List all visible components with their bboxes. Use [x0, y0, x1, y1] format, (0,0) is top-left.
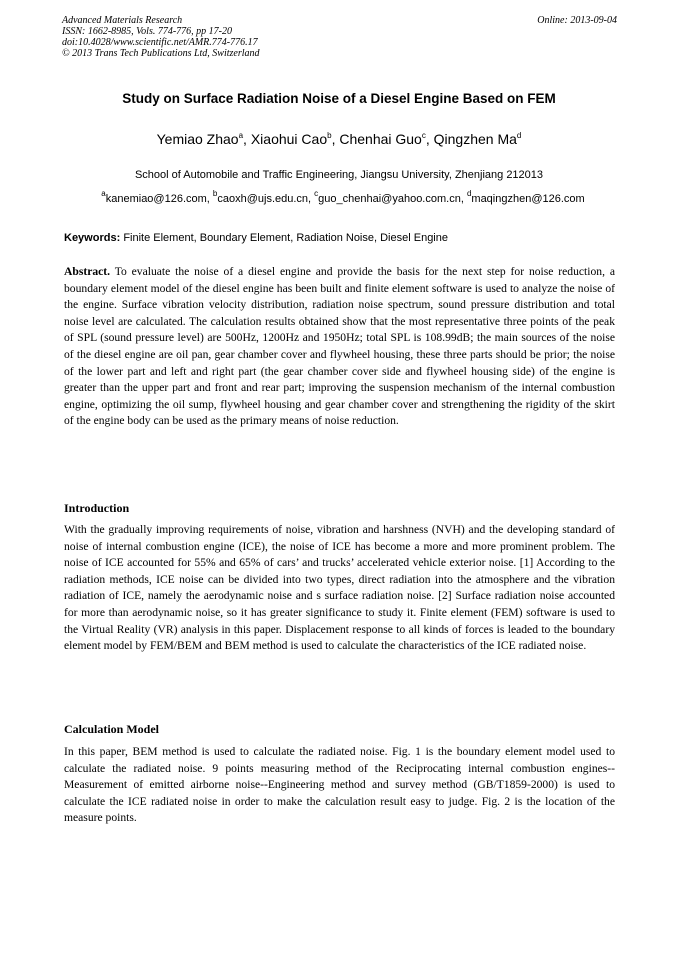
email-sup: c — [314, 189, 319, 198]
abstract-label: Abstract. — [64, 265, 111, 278]
author-sup: a — [238, 131, 244, 140]
email-list — [63, 189, 623, 205]
author-sup: d — [516, 131, 522, 140]
keywords-text: Finite Element, Boundary Element, Radiation Noise, Diesel Engine — [123, 232, 448, 244]
author-name: Qingzhen Ma — [433, 131, 517, 147]
email-address[interactable]: maqingzhen@126.com — [471, 193, 585, 205]
copyright-line: © 2013 Trans Tech Publications Ltd, Switzerland — [62, 48, 260, 59]
author-name: Xiaohui Cao — [250, 131, 328, 147]
email-address[interactable]: kanemiao@126.com — [105, 193, 207, 205]
author-name: Chenhai Guo — [339, 131, 422, 147]
email-sup: d — [466, 189, 472, 198]
email-sep: , — [460, 193, 467, 205]
email-sup: a — [101, 189, 106, 198]
author-sep: , — [425, 131, 434, 147]
paper-title: Study on Surface Radiation Noise of a Diesel Engine Based on FEM — [122, 91, 556, 106]
calculation-model-paragraph: In this paper, BEM method is used to calculate the radiated noise. Fig. 1 is the boundary element model used to calculate the radiated noise. 9 points measuring method of the Reciprocating internal combustion engines--Measurement of emitted airborne noise--Engineering method and survey method (GB/T1859-2000) is used to calculate the ICE radiated noise in order to make the calculation result easy to judge. Fig. 2 is the location of the measure points. — [64, 745, 615, 825]
author-sup: b — [327, 131, 332, 140]
introduction-paragraph: With the gradually improving requirements of noise, vibration and harshness (NVH) and the developing standard of noise of internal combustion engine (ICE), the noise of ICE has become a more and more prominent problem. The noise of ICE accounted for 55% and 65% of cars’ and trucks’ accelerated vehicle exterior noise. [1] According to the radiation methods, ICE noise can be divided into two types, direct radiation into the atmosphere and the vibration radiation of ICE, namely the aerodynamic noise and s surface radiation noise. [2] Surface radiation noise accounted for more than aerodynamic noise, so it has greater significance to study it. Finite element (FEM) software is used to the Virtual Reality (VR) analysis in this paper. Displacement response to all kinds of forces is leaded to the boundary element model by FEM/BEM and BEM method is used to calculate the characteristics of the ICE radiated noise. — [64, 523, 615, 653]
author-sep: , — [243, 131, 251, 147]
journal-name: Advanced Materials Research — [62, 15, 183, 26]
affiliation: School of Automobile and Traffic Engineering, Jiangsu University, Zhenjiang 212013 — [134, 169, 544, 181]
calculation-model-heading: Calculation Model — [64, 722, 159, 736]
online-date: Online: 2013-09-04 — [537, 15, 617, 26]
abstract-paragraph — [64, 264, 615, 430]
issn-line: ISSN: 1662-8985, Vols. 774-776, pp 17-20 — [62, 26, 232, 37]
keywords-label: Keywords: — [64, 232, 121, 244]
author-name: Yemiao Zhao — [156, 131, 239, 147]
keywords-line — [64, 232, 616, 244]
author-list — [0, 131, 678, 147]
author-sep: , — [331, 131, 340, 147]
email-sup: b — [212, 189, 218, 198]
email-sep: , — [206, 193, 213, 205]
doi-line[interactable]: doi:10.4028/www.scientific.net/AMR.774-776.17 — [62, 37, 258, 48]
email-address[interactable]: caoxh@ujs.edu.cn — [217, 193, 309, 205]
introduction-heading: Introduction — [64, 501, 130, 515]
email-address[interactable]: guo_chenhai@yahoo.com.cn — [318, 193, 461, 205]
author-sup: c — [421, 131, 426, 140]
abstract-text: To evaluate the noise of a diesel engine and provide the basis for the next step for noise reduction, a boundary element model of the diesel engine has been built and finite element software is used to analyze the noise of the engine. Surface vibration velocity distribution, radiation noise spectrum, sound pressure distribution and total noise level are calculated. The calculation results obtained show that the most representative three points of the peak of SPL (sound pressure level) are 500Hz, 1200Hz and 1950Hz; total SPL is 108.99dB; the main sources of the noise of the diesel engine are oil pan, gear chamber cover and flywheel housing, these three parts should be prior; the noise of the lower part and left and right part (the gear chamber cover side and flywheel housing side) of the engine is greater than the upper part and front and rear part; improving the suspension mechanism of the internal combustion engine, optimizing the oil sump, flywheel housing and gear chamber cover and strengthening the rigidity of the skirt of the engine body can be used as the primary means of noise reduction. — [64, 265, 615, 428]
journal-header — [62, 15, 617, 59]
email-sep: , — [308, 193, 315, 205]
